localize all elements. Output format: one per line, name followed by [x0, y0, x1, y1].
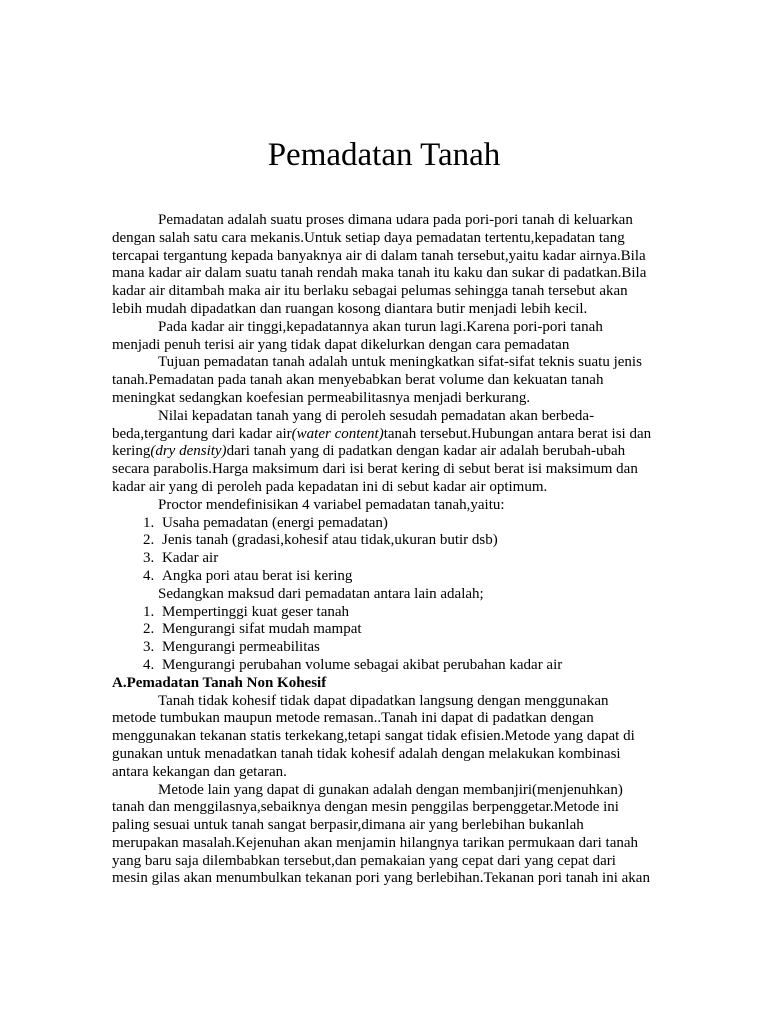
density-text-1: Nilai kepadatan tanah yang di peroleh sesudah pemadatan akan berbeda-beda,tergantung dari kadar air	[112, 407, 595, 442]
document-title: Pemadatan Tanah	[267, 137, 501, 173]
paragraph-density	[112, 408, 652, 497]
list-item: 4. Mengurangi perubahan volume sebagai akibat perubahan kadar air	[158, 657, 652, 675]
paragraph-high-water-content: Pada kadar air tinggi,kepadatannya akan turun lagi.Karena pori-pori tanah menjadi penuh terisi air yang tidak dapat dikelurkan dengan cara pemadatan	[112, 318, 603, 353]
paragraph-purposes-intro: Sedangkan maksud dari pemadatan antara lain adalah;	[158, 585, 484, 602]
list-item: 1. Usaha pemadatan (energi pemadatan)	[158, 515, 652, 533]
paragraph-intro: Pemadatan adalah suatu proses dimana udara pada pori-pori tanah di keluarkan dengan salah satu cara mekanis.Untuk setiap daya pemadatan tertentu,kepadatan tang tercapai tergantung kepada banyaknya air di dalam tanah tersebut,yaitu kadar airnya.Bila mana kadar air dalam suatu tanah rendah maka tanah itu kaku dan sukar di padatkan.Bila kadar air ditambah maka air itu berlaku sebagai pelumas sehingga tanah tersebut akan lebih mudah dipadatkan dan ruangan kosong diantara butir menjadi lebih kecil.	[112, 212, 647, 317]
density-text-2: tanah tersebut.Hubungan antara berat isi dan kering	[112, 425, 652, 460]
list-item: 4. Angka pori atau berat isi kering	[158, 568, 652, 586]
section-heading-a: A.Pemadatan Tanah Non Kohesif	[112, 674, 327, 691]
proctor-variables-list	[112, 515, 652, 586]
paragraph-non-cohesive: Tanah tidak kohesif tidak dapat dipadatkan langsung dengan menggunakan metode tumbukan maupun metode remasan..Tanah ini dapat di padatkan dengan menggunakan tekanan statis terkekang,tetapi sangat tidak efisien.Metode yang dapat di gunakan untuk menadatkan tanah tidak kohesif adalah dengan melakukan kombinasi antara kekangan dan getaran.	[112, 692, 635, 780]
density-text-3: dari tanah yang di padatkan dengan kadar air adalah berubah-ubah secara parabolis.Harga maksimum dari isi berat kering di sebut berat isi maksimum dan kadar air yang di peroleh pada kepadatan ini di sebut kadar air optimum.	[112, 443, 638, 495]
term-dry-density: (dry density)	[150, 443, 227, 460]
term-water-content: (water content)	[291, 425, 384, 442]
list-item: 2. Jenis tanah (gradasi,kohesif atau tidak,ukuran butir dsb)	[158, 532, 652, 550]
list-item: 1. Mempertinggi kuat geser tanah	[158, 604, 652, 622]
document-body	[112, 212, 652, 888]
list-item: 2. Mengurangi sifat mudah mampat	[158, 621, 652, 639]
list-item: 3. Kadar air	[158, 550, 652, 568]
compaction-purposes-list	[112, 604, 652, 675]
list-item: 3. Mengurangi permeabilitas	[158, 639, 652, 657]
paragraph-proctor: Proctor mendefinisikan 4 variabel pemadatan tanah,yaitu:	[158, 496, 505, 513]
paragraph-flooding-method: Metode lain yang dapat di gunakan adalah dengan membanjiri(menjenuhkan) tanah dan menggilasnya,sebaiknya dengan mesin penggilas berpenggetar.Metode ini paling sesuai untuk tanah sangat berpasir,dimana air yang berlebihan bukanlah merupakan masalah.Kejenuhan akan menjamin hilangnya tarikan permukaan dari tanah yang baru saja dilembabkan tersebut,dan pemakaian yang cepat dari yang cepat dari mesin gilas akan menumbulkan tekanan pori yang berlebihan.Tekanan pori tanah ini akan	[112, 781, 650, 887]
paragraph-purpose: Tujuan pemadatan tanah adalah untuk meningkatkan sifat-sifat teknis suatu jenis tanah.Pemadatan pada tanah akan menyebabkan berat volume dan kekuatan tanah meningkat sedangkan koefesian permeabilitasnya menjadi berkurang.	[112, 354, 642, 406]
